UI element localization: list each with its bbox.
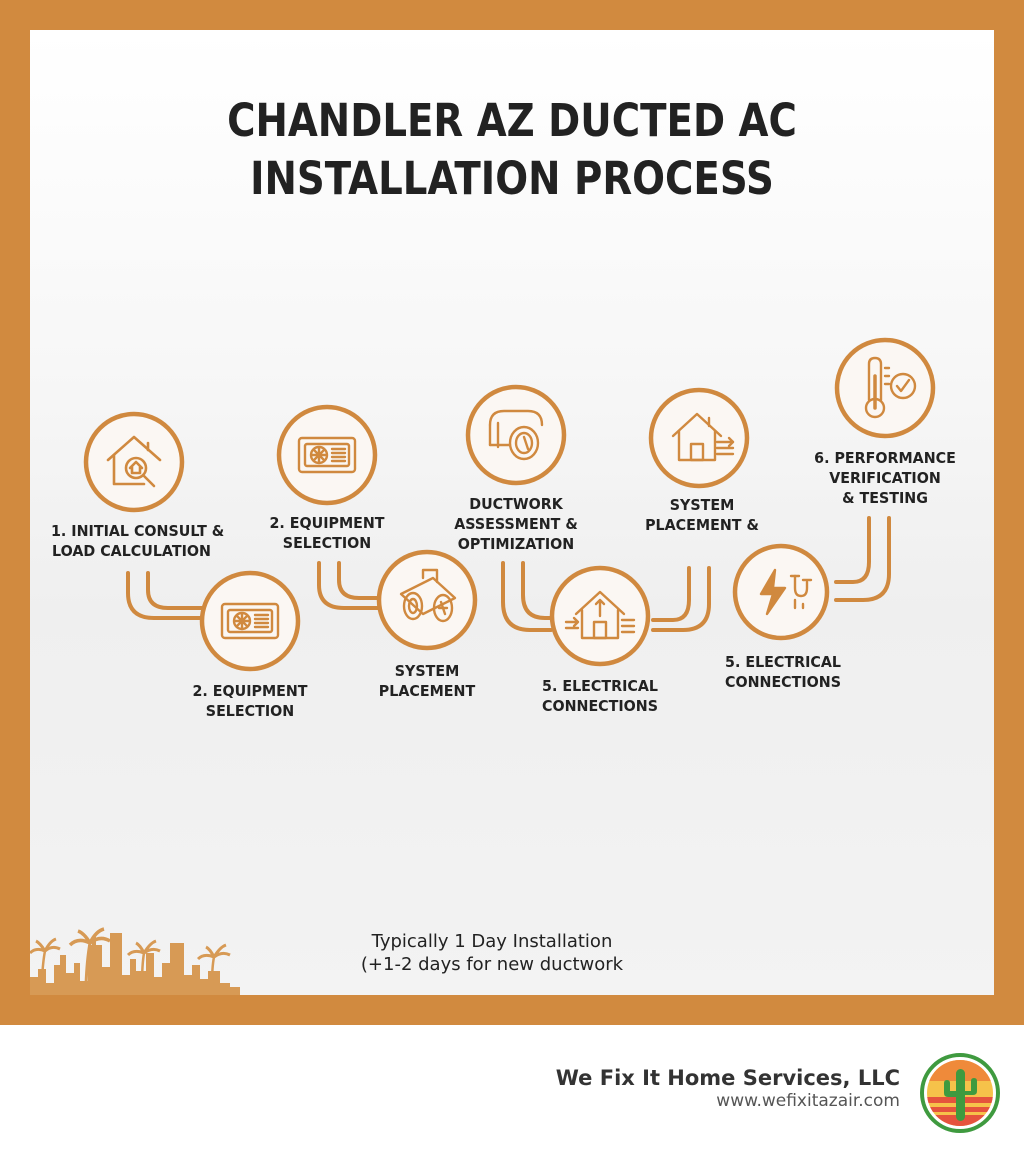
step-6-label-line-2: VERIFICATION: [829, 469, 941, 487]
step-4-bottom-label: [531, 676, 669, 716]
step-4-top-label-line-2: PLACEMENT &: [645, 516, 759, 534]
step-5-label-line-2: CONNECTIONS: [724, 673, 842, 691]
connector-1-2: [128, 573, 202, 618]
connector-5-6: [836, 518, 889, 600]
step-3-top-icon-circle: [468, 387, 564, 483]
step-5-label-line-1: 5. ELECTRICAL: [725, 653, 841, 671]
company-name: We Fix It Home Services, LLC: [555, 1066, 900, 1090]
step-3-bottom-label-line-1: SYSTEM: [394, 662, 460, 680]
step-3-bottom-label-line-2: PLACEMENT: [378, 682, 476, 700]
connector-4-5: [653, 568, 709, 630]
infographic-panel: [30, 30, 994, 995]
step-2-bottom-label: [181, 681, 319, 721]
step-3-bottom-label: [367, 661, 487, 701]
website-link[interactable]: www.wefixitazair.com: [716, 1091, 900, 1111]
step-1-label-line-2: LOAD CALCULATION: [52, 542, 211, 560]
duration-line-1: Typically 1 Day Installation: [371, 931, 613, 952]
title-line-2: INSTALLATION PROCESS: [250, 152, 774, 205]
step-4-top-label: [633, 495, 771, 535]
step-6-icon-circle: [837, 340, 933, 436]
step-1-label: [51, 521, 225, 561]
installation-duration: [277, 930, 707, 976]
step-4-bottom-label-line-1: 5. ELECTRICAL: [542, 677, 658, 695]
connector-3-4: [503, 563, 551, 630]
step-6-label-line-3: & TESTING: [842, 489, 928, 507]
step-3-top-label-line-2: ASSESSMENT &: [454, 515, 578, 533]
duration-line-2: (+1-2 days for new ductwork: [360, 954, 624, 975]
step-3-bottom-icon-circle: [379, 552, 475, 648]
step-4-bottom-label-line-2: CONNECTIONS: [541, 697, 659, 715]
step-2-bottom-icon-circle: [202, 573, 298, 669]
step-1-label-line-1: 1. INITIAL CONSULT &: [51, 522, 225, 540]
city-skyline-icon: [30, 925, 240, 995]
step-4-top-icon-circle: [651, 390, 747, 486]
step-5-icon-circle: [735, 546, 827, 638]
step-6-label: [810, 448, 961, 508]
step-2-top-label-line-2: SELECTION: [282, 534, 372, 552]
step-4-bottom-icon-circle: [552, 568, 648, 664]
step-4-top-label-line-1: SYSTEM: [669, 496, 735, 514]
connector-2-3: [319, 563, 378, 608]
step-2-top-label-line-1: 2. EQUIPMENT: [269, 514, 385, 532]
step-3-top-label-line-3: OPTIMIZATION: [457, 535, 575, 553]
step-2-top-icon-circle: [279, 407, 375, 503]
step-5-label: [714, 652, 852, 692]
step-2-bottom-label-line-1: 2. EQUIPMENT: [192, 682, 308, 700]
step-2-bottom-label-line-2: SELECTION: [205, 702, 295, 720]
step-3-top-label: [447, 494, 585, 554]
company-logo: [920, 1053, 1000, 1133]
step-6-label-line-1: 6. PERFORMANCE: [814, 449, 956, 467]
step-3-top-label-line-1: DUCTWORK: [469, 495, 563, 513]
step-2-top-label: [258, 513, 396, 553]
title-line-1: CHANDLER AZ DUCTED AC: [227, 94, 797, 147]
step-1-icon-circle: [86, 414, 182, 510]
